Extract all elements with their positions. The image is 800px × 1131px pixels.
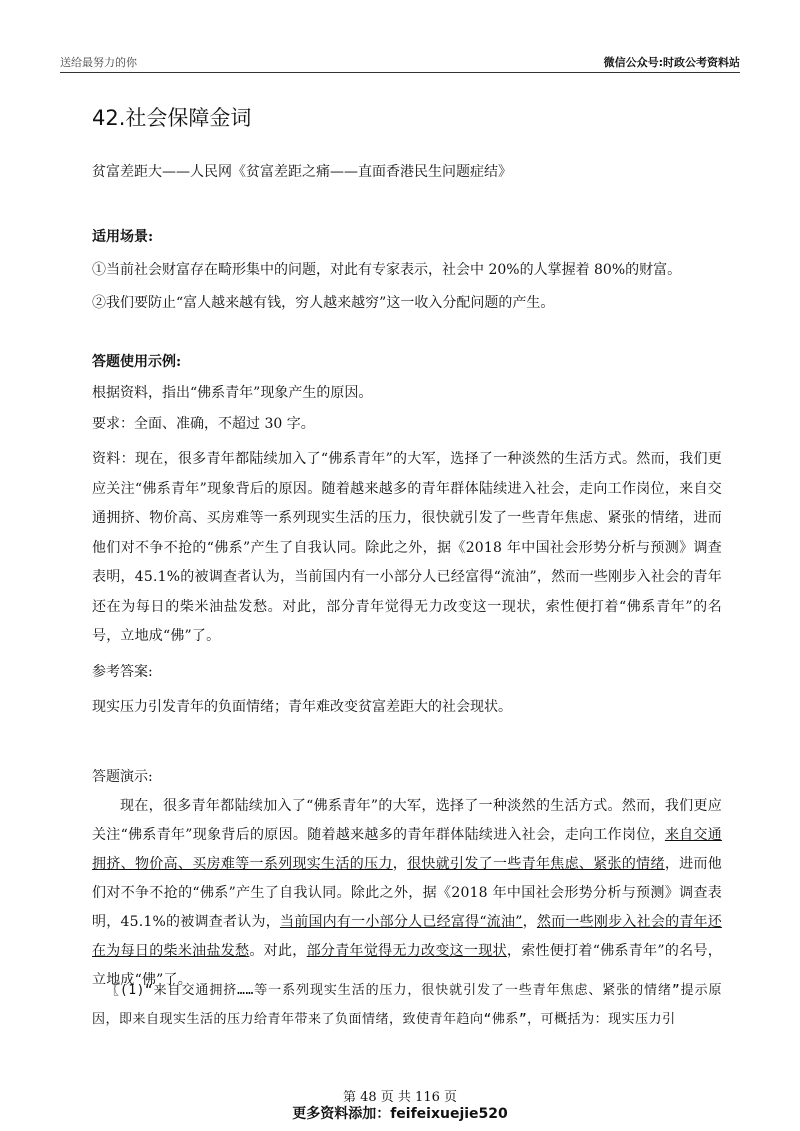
example-material: 资料：现在，很多青年都陆续加入了“佛系青年”的大军，选择了一种淡然的生活方式。然而，我们更应关注“佛系青年”现象背后的原因。随着越来越多的青年群体陆续进入社会，走向工作岗位，来自交通拥挤、物价高、买房难等一系列现实生活的压力，很快就引发了一些青年焦虑、紧张的情绪，进而他们对不争不抢的“佛系”产生了自我认同。除此之外，据《2018 年中国社会形势分析与预测》调查表明，45.1%的被调查者认为，当前国内有一小部分人已经富得“流油”，然而一些刚步入社会的青年还在为每日的柴米油盐发愁。对此，部分青年觉得无力改变这一现状，索性便打着“佛系青年”的名号，立地成“佛”了。 bbox=[92, 451, 722, 644]
page-title: 42.社会保障金词 bbox=[92, 106, 252, 130]
demo-text: ， bbox=[522, 914, 537, 930]
demo-underlined: 很快就引发了一些青年焦虑、紧张的情绪 bbox=[407, 856, 665, 872]
demo-text: 。对此， bbox=[249, 943, 307, 959]
demo-underlined: 来自交通拥挤、物价高、买房难等一系列现实生活的压力 bbox=[92, 827, 722, 872]
answer-text: 现实压力引发青年的负面情绪；青年难改变贫富差距大的社会现状。 bbox=[92, 699, 512, 715]
demo-text: ，进而他们对不争不抢的“佛系”产生了自我认同。除此之外，据《2018 年中国社会形势分析与预测》调查表明，45.1%的被调查者认为， bbox=[92, 856, 722, 930]
example-requirement: 要求：全面、准确，不超过 30 字。 bbox=[92, 416, 315, 432]
demo-heading: 答题演示: bbox=[92, 769, 153, 785]
demo-text: 现在，很多青年都陆续加入了“佛系青年”的大军，选择了一种淡然的生活方式。然而，我们更应关注“佛系青年”现象背后的原因。随着越来越多的青年群体陆续进入社会，走向工作岗位， bbox=[92, 798, 722, 843]
page-header bbox=[60, 52, 740, 73]
source-line: 贫富差距大——人民网《贫富差距之痛——直面香港民生问题症结》 bbox=[92, 164, 512, 180]
header-slogan: 送给最努力的你 bbox=[60, 56, 137, 69]
demo-text: ， bbox=[392, 856, 408, 872]
demo-underlined: 部分青年觉得无力改变这一现状 bbox=[306, 943, 507, 959]
scenario-item: ①当前社会财富存在畸形集中的问题，对此有专家表示，社会中 20%的人掌握着 80%的财富。 bbox=[92, 262, 682, 278]
scenario-item: ②我们要防止“富人越来越有钱，穷人越来越穷”这一收入分配问题的产生。 bbox=[92, 295, 555, 311]
demo-analysis: 〖(1)“来自交通拥挤……等一系列现实生活的压力，很快就引发了一些青年焦虑、紧张的情绪”提示原因，即来自现实生活的压力给青年带来了负面情绪，致使青年趋向“佛系”，可概括为：现实压力引 bbox=[92, 983, 722, 1027]
scenario-heading: 适用场景: bbox=[92, 229, 154, 245]
demo-text: ，索性便打着“佛系青年”的名号，立地成“佛”了。 bbox=[92, 943, 722, 988]
demo-paragraph bbox=[92, 792, 722, 995]
answer-heading: 参考答案: bbox=[92, 664, 153, 680]
example-heading: 答题使用示例: bbox=[92, 354, 182, 370]
example-question: 根据资料，指出“佛系青年”现象产生的原因。 bbox=[92, 385, 373, 401]
more-resources: 更多资料添加：feifeixuejie520 bbox=[292, 1106, 508, 1122]
header-wechat: 微信公众号:时政公考资料站 bbox=[603, 56, 740, 69]
demo-underlined: 当前国内有一小部分人已经富得“流油” bbox=[279, 914, 523, 930]
page-number: 第 48 页 共 116 页 bbox=[342, 1090, 458, 1105]
demo-underlined: 然而一些刚步入社会的青年还在为每日的柴米油盐发愁 bbox=[92, 914, 722, 959]
